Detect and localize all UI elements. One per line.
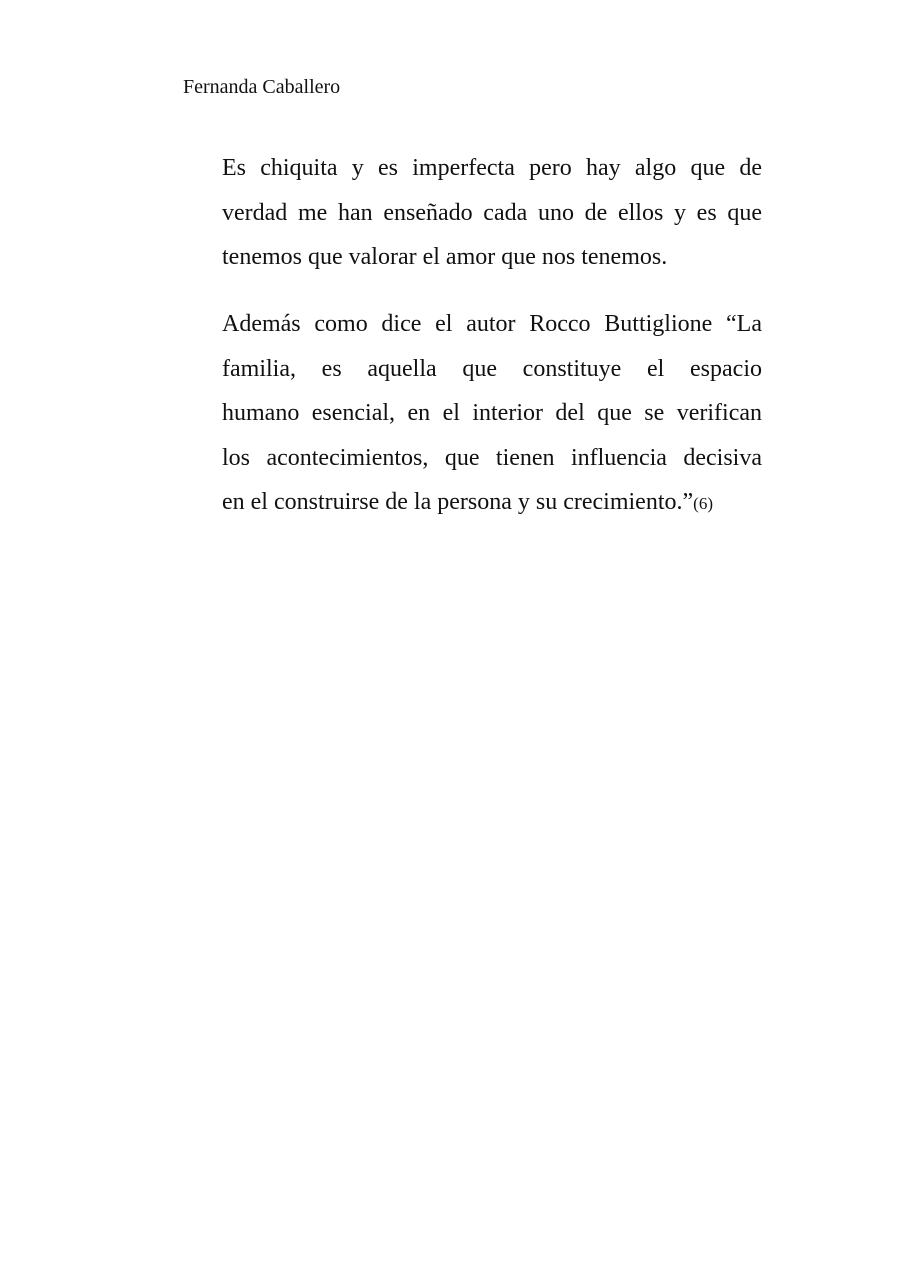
text-line: verdad me han enseñado cada uno de ellos y es que — [222, 199, 762, 226]
paragraph-2-quote — [222, 309, 762, 532]
text-line: tenemos que valorar el amor que nos tenemos. — [222, 244, 668, 271]
text-line: los acontecimientos, que tienen influencia decisiva — [222, 444, 762, 471]
page-header-author: Fernanda Caballero — [183, 76, 341, 98]
text-line: humano esencial, en el interior del que se verifican — [222, 400, 762, 427]
text-line-final — [222, 487, 762, 532]
footnote-reference: (6) — [693, 494, 713, 514]
text-line: familia, es aquella que constituye el espacio — [222, 355, 762, 382]
text-line: Además como dice el autor Rocco Buttiglione “La — [222, 311, 762, 337]
paragraph-1 — [222, 153, 762, 287]
text-line: en el construirse de la persona y su crecimiento.” — [222, 489, 694, 516]
text-line: Es chiquita y es imperfecta pero hay algo que de — [222, 155, 762, 181]
